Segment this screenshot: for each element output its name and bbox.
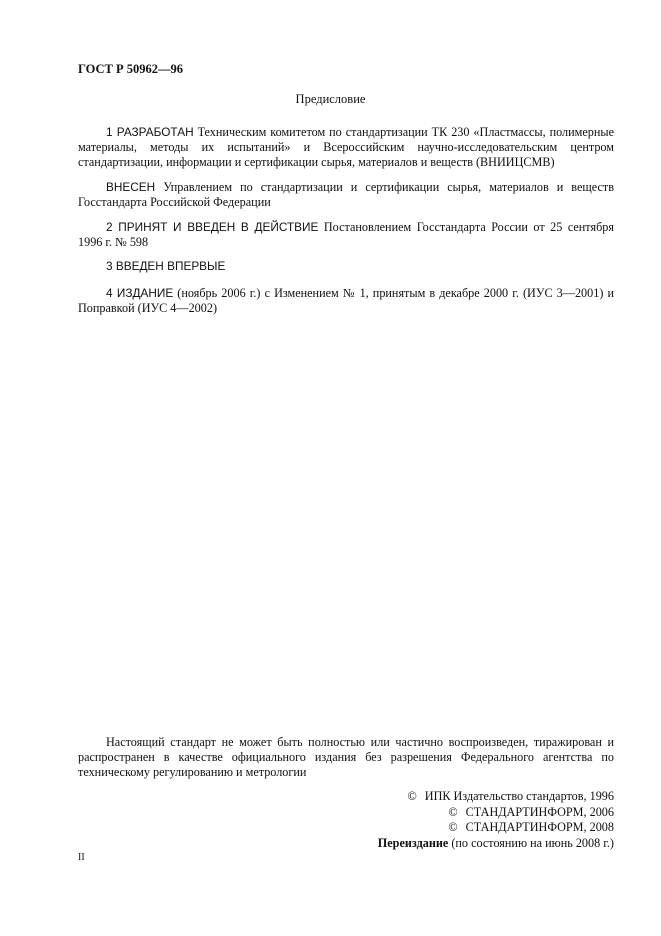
item-text: Постановлением Госстандарта России от 25 сентября 1996 г. № 598 [78, 220, 614, 250]
copyright-symbol: © [407, 789, 417, 803]
item-lead: 4 ИЗДАНИЕ [106, 286, 174, 300]
copyright-text: ИПК Издательство стандартов, 1996 [424, 789, 614, 803]
copyright-line [378, 805, 614, 821]
foreword-item-introduced [78, 180, 614, 210]
copyright-text: СТАНДАРТИНФОРМ, 2006 [465, 804, 614, 819]
copyright-notice: Настоящий стандарт не может быть полностью или частично воспроизведен, тиражирован и распространен в качестве официального издания без разрешения Федерального агентства по техническому регулированию и метрологии [78, 735, 614, 780]
copyright-line [378, 789, 614, 805]
copyright-text: СТАНДАРТИНФОРМ, 2008 [465, 820, 614, 834]
foreword-item-edition [78, 286, 614, 316]
reprint-line [378, 836, 614, 852]
copyright-symbol: © [448, 820, 458, 834]
copyright-line [378, 820, 614, 836]
reprint-label: Переиздание [377, 835, 449, 850]
item-lead: 3 ВВЕДЕН ВПЕРВЫЕ [106, 259, 226, 273]
item-text: (ноябрь 2006 г.) с Изменением № 1, принятым в декабре 2000 г. (ИУС 3—2001) и Поправкой (ИУС 4—2002) [78, 286, 615, 316]
foreword-item-developed [78, 125, 614, 171]
document-code: ГОСТ Р 50962—96 [78, 62, 184, 76]
item-lead: ВНЕСЕН [106, 180, 156, 194]
item-lead: 2 ПРИНЯТ И ВВЕДЕН В ДЕЙСТВИЕ [106, 220, 319, 234]
copyright-symbol: © [448, 804, 458, 819]
item-text: Техническим комитетом по стандартизации ТК 230 «Пластмассы, полимерные материалы, методы их испытаний» и Всероссийским научно-исследовательским центром стандартизации, информации и сертификации сырья, материалов и веществ (ВНИИЦСМВ) [78, 125, 614, 170]
reprint-note: (по состоянию на июнь 2008 г.) [448, 835, 614, 850]
foreword-title: Предисловие [295, 92, 366, 106]
copyright-block [378, 789, 614, 851]
foreword-item-adopted [78, 220, 614, 250]
item-lead: 1 РАЗРАБОТАН [106, 125, 194, 139]
item-text: Управлением по стандартизации и сертификации сырья, материалов и веществ Госстандарта Российской Федерации [78, 180, 614, 210]
page-number: II [78, 852, 85, 863]
foreword-item-first-introduced [78, 259, 614, 274]
